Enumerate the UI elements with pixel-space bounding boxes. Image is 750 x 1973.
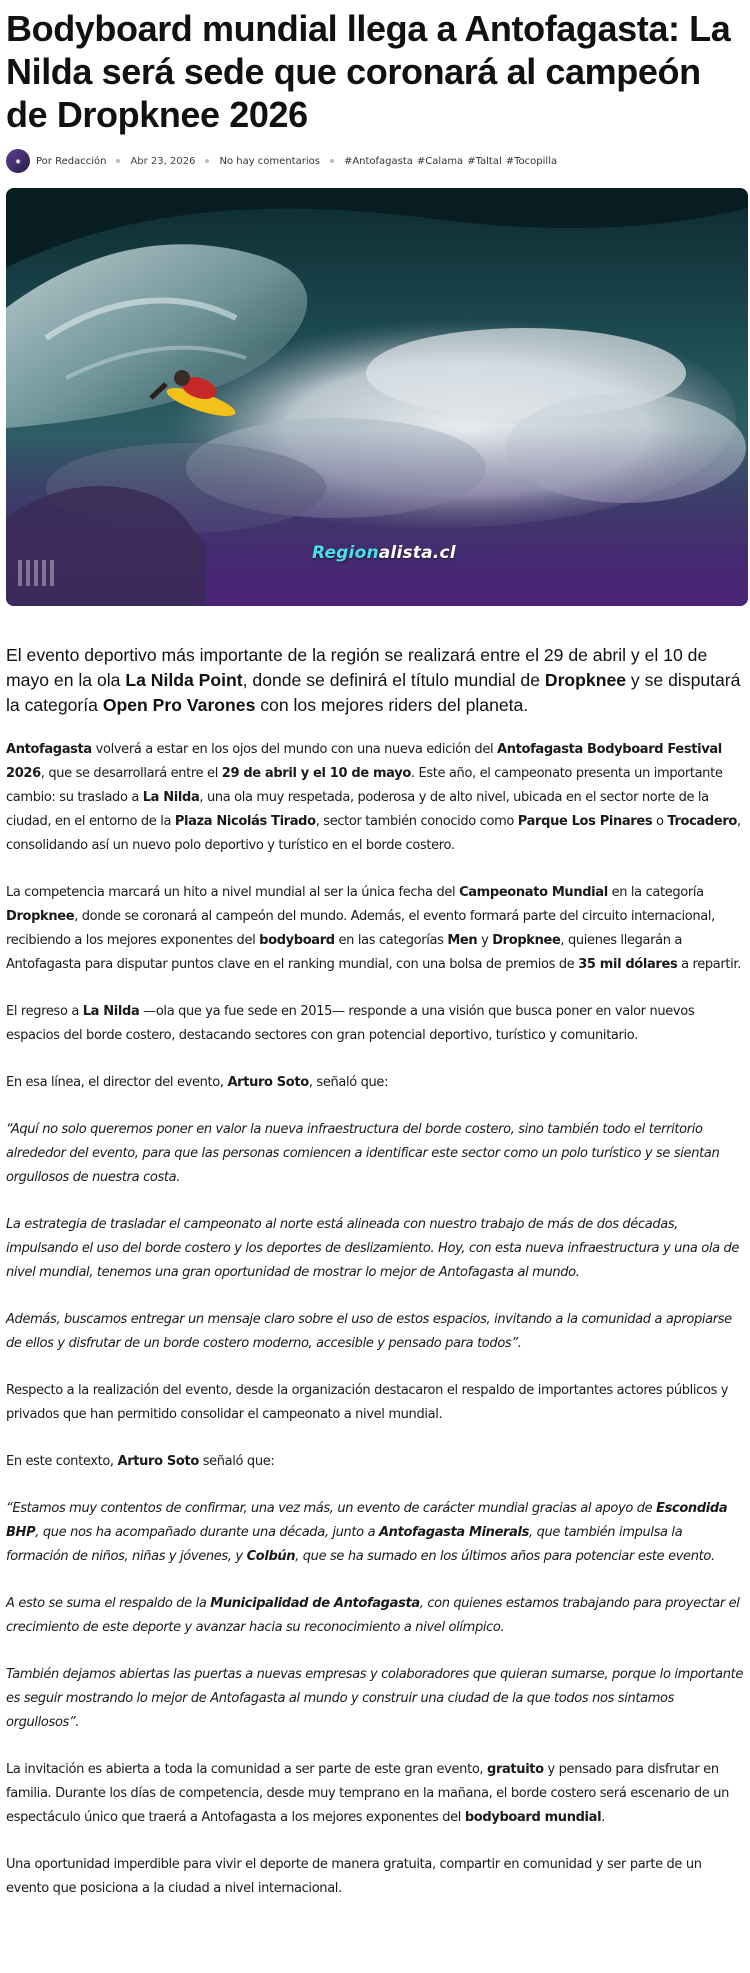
tag-link[interactable]: #Antofagasta <box>343 155 413 167</box>
emphasis-text: Men <box>447 933 478 948</box>
avatar-icon: ◉ <box>15 157 21 165</box>
text-run: El evento deportivo más importante de la región se realizará entre el 29 de abril y el 10 de mayo en la ola <box>6 645 708 690</box>
text-run: y se disputará la categoría <box>6 670 741 715</box>
article-title: Bodyboard mundial llega a Antofagasta: La Nilda será sede que coronará al campeón de Dropknee 2026 <box>6 8 731 135</box>
comments-link[interactable]: No hay comentarios <box>219 155 320 167</box>
article-paragraph <box>6 1450 744 1474</box>
article-paragraph <box>6 1853 744 1901</box>
article-paragraph <box>6 1213 744 1285</box>
separator-dot <box>330 159 334 163</box>
text-run: La competencia marcará un hito a nivel mundial al ser la única fecha del <box>6 885 460 900</box>
article-paragraph <box>6 1118 744 1190</box>
emphasis-text: 35 mil dólares <box>578 957 678 972</box>
text-run: En este contexto, <box>6 1454 118 1469</box>
article-paragraph <box>6 1379 744 1427</box>
article-paragraph <box>6 1308 744 1356</box>
emphasis-text: Plaza Nicolás Tirado <box>174 814 316 829</box>
emphasis-text: Open Pro Varones <box>102 695 256 715</box>
separator-dot <box>205 159 209 163</box>
author-link[interactable]: Por Redacción <box>36 155 107 167</box>
tag-link[interactable]: #Tocopilla <box>505 155 558 167</box>
emphasis-text: Antofagasta Minerals <box>378 1525 530 1540</box>
text-run: , quienes llegarán a Antofagasta para disputar puntos clave en el ranking mundial, con una bolsa de premios de <box>6 933 683 972</box>
text-run: y pensado para disfrutar en familia. Durante los días de competencia, desde muy temprano en la mañana, el borde costero será escenario de un espectáculo único que traerá a Antofagasta a los mejores exponentes del <box>6 1762 729 1825</box>
text-run: , que nos ha acompañado durante una década, junto a <box>35 1525 379 1540</box>
emphasis-text: Escondida BHP <box>6 1501 728 1540</box>
article-paragraph <box>6 881 744 977</box>
emphasis-text: gratuito <box>486 1762 544 1777</box>
text-run: , que se ha sumado en los últimos años para potenciar este evento. <box>295 1549 715 1564</box>
emphasis-text: Dropknee <box>544 670 627 690</box>
emphasis-text: Colbún <box>246 1549 296 1564</box>
emphasis-text: Campeonato Mundial <box>459 885 608 900</box>
text-run: , consolidando así un nuevo polo deportivo y turístico en el borde costero. <box>6 814 741 853</box>
text-run: en las categorías <box>334 933 448 948</box>
article-body <box>6 738 744 1901</box>
article-paragraph <box>6 1497 744 1569</box>
separator-dot <box>116 159 120 163</box>
text-run: Respecto a la realización del evento, desde la organización destacaron el respaldo de importantes actores públicos y privados que han permitido consolidar el campeonato a nivel mundial. <box>6 1383 729 1422</box>
emphasis-text: La Nilda <box>82 1004 140 1019</box>
text-run: , señaló que: <box>308 1075 389 1090</box>
text-run: “Estamos muy contentos de confirmar, una vez más, un evento de carácter mundial gracias al apoyo de <box>6 1501 657 1516</box>
tag-link[interactable]: #Calama <box>416 155 464 167</box>
text-run: “Aquí no solo queremos poner en valor la nueva infraestructura del borde costero, sino también todo el territorio alrededor del evento, para que las personas comiencen a identificar este sector como un polo turístico y se sientan orgullosos de nuestra costa. <box>6 1122 720 1185</box>
tag-link[interactable]: #Taltal <box>467 155 502 167</box>
text-run: El regreso a <box>6 1004 83 1019</box>
text-run: , que también impulsa la formación de niños, niñas y jóvenes, y <box>6 1525 683 1564</box>
author-avatar[interactable] <box>6 149 30 173</box>
text-run: , sector también conocido como <box>315 814 518 829</box>
hero-image <box>6 188 748 606</box>
article-paragraph <box>6 1000 744 1048</box>
article-paragraph <box>6 1663 744 1735</box>
article-lead <box>6 643 744 718</box>
text-run: en la categoría <box>607 885 704 900</box>
article-paragraph <box>6 1071 744 1095</box>
text-run: , una ola muy respetada, poderosa y de alto nivel, ubicada en el sector norte de la ciudad, en el entorno de la <box>6 790 709 829</box>
emphasis-text: La Nilda Point <box>125 670 243 690</box>
text-run: con los mejores riders del planeta. <box>255 695 529 715</box>
emphasis-text: bodyboard mundial <box>464 1810 602 1825</box>
text-run: . <box>601 1810 605 1825</box>
emphasis-text: 29 de abril y el 10 de mayo <box>221 766 411 781</box>
emphasis-text: Dropknee <box>6 909 75 924</box>
text-run: También dejamos abiertas las puertas a nuevas empresas y colaboradores que quieran sumarse, porque lo importante es seguir mostrando lo mejor de Antofagasta al mundo y construir una ciudad de la que todos nos sintamos orgullosos”. <box>6 1667 744 1730</box>
article-paragraph <box>6 1758 744 1830</box>
text-run: a repartir. <box>677 957 741 972</box>
emphasis-text: Arturo Soto <box>117 1454 199 1469</box>
article-paragraph <box>6 1592 744 1640</box>
text-run: A esto se suma el respaldo de la <box>6 1596 211 1611</box>
emphasis-text: Trocadero <box>667 814 737 829</box>
emphasis-text: Antofagasta <box>6 742 92 757</box>
text-run: La invitación es abierta a toda la comunidad a ser parte de este gran evento, <box>6 1762 487 1777</box>
text-run: . Este año, el campeonato presenta un importante cambio: su traslado a <box>6 766 723 805</box>
text-run: En esa línea, el director del evento, <box>6 1075 228 1090</box>
tag-list <box>344 156 557 167</box>
emphasis-text: Parque Los Pinares <box>517 814 653 829</box>
text-run: , donde se definirá el título mundial de <box>242 670 545 690</box>
regionalista-logo: Regionalista.cl <box>312 543 456 563</box>
text-run: La estrategia de trasladar el campeonato al norte está alineada con nuestro trabajo de más de dos décadas, impulsando el uso del borde costero y los deportes de deslizamiento. Hoy, con esta nueva infraestructura y una ola de nivel mundial, tenemos una gran oportunidad de mostrar lo mejor de Antofagasta al mundo. <box>6 1217 740 1280</box>
emphasis-text: Antofagasta Bodyboard Festival 2026 <box>6 742 722 781</box>
article-meta <box>6 148 744 174</box>
emphasis-text: bodyboard <box>259 933 335 948</box>
text-run: —ola que ya fue sede en 2015— responde a una visión que busca poner en valor nuevos espacios del borde costero, destacando sectores con gran potencial deportivo, turístico y comunitario. <box>6 1004 695 1043</box>
text-run: y <box>477 933 493 948</box>
emphasis-text: Dropknee <box>492 933 561 948</box>
emphasis-text: Municipalidad de Antofagasta <box>210 1596 420 1611</box>
text-run: Además, buscamos entregar un mensaje claro sobre el uso de estos espacios, invitando a la comunidad a apropiarse de ellos y disfrutar de un borde costero moderno, accesible y pensado para todos”. <box>6 1312 732 1351</box>
emphasis-text: La Nilda <box>142 790 200 805</box>
text-run: , donde se coronará al campeón del mundo. Además, el evento formará parte del circuito internacional, recibiendo a los mejores exponentes del <box>6 909 715 948</box>
text-run: , con quienes estamos trabajando para proyectar el crecimiento de este deporte y avanzar hacia su reconocimiento a nivel olímpico. <box>6 1596 740 1635</box>
text-run: señaló que: <box>198 1454 275 1469</box>
post-date: Abr 23, 2026 <box>130 155 196 167</box>
article-paragraph <box>6 738 744 858</box>
text-run: o <box>652 814 668 829</box>
emphasis-text: Arturo Soto <box>227 1075 309 1090</box>
text-run: Una oportunidad imperdible para vivir el deporte de manera gratuita, compartir en comunidad y ser parte de un evento que posiciona a la ciudad a nivel internacional. <box>6 1857 702 1896</box>
text-run: , que se desarrollará entre el <box>40 766 222 781</box>
text-run: volverá a estar en los ojos del mundo con una nueva edición del <box>91 742 498 757</box>
